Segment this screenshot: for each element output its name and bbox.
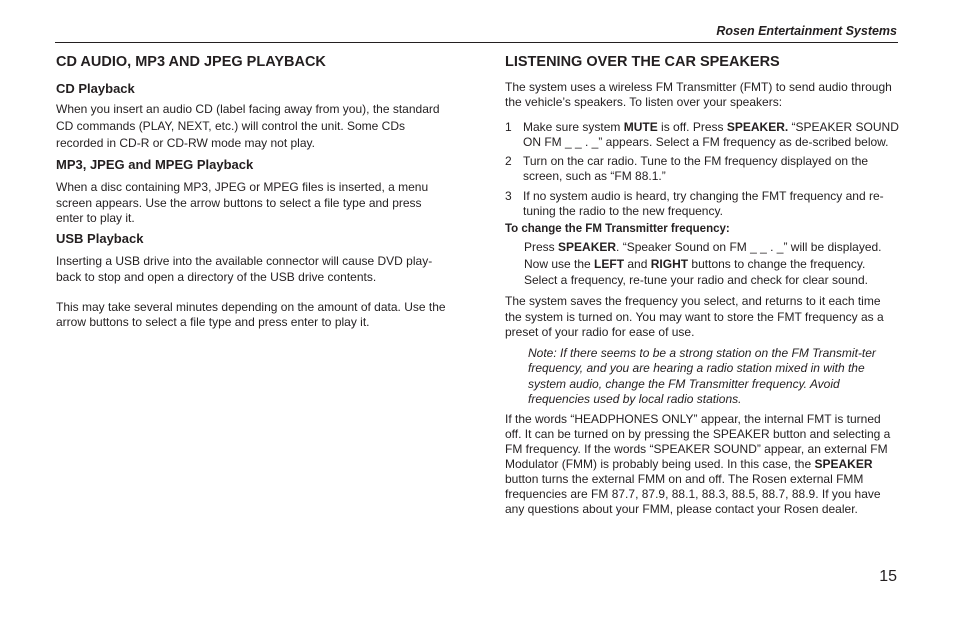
- step-item: [505, 189, 900, 220]
- step-item: [505, 154, 900, 185]
- change-frequency-heading: To change the FM Transmitter frequency:: [505, 223, 730, 236]
- step-text: Turn on the car radio. Tune to the FM frequency displayed on the screen, such as “FM 88.1.”: [523, 154, 869, 184]
- change-text-part: and: [624, 256, 651, 271]
- speaker-keyword: SPEAKER: [814, 457, 873, 472]
- subheading-mp3-playback: MP3, JPEG and MPEG Playback: [56, 157, 254, 173]
- speakers-intro-text: The system uses a wireless FM Transmitter (FMT) to send audio through the vehicle’s speakers. To listen over your speakers:: [505, 80, 892, 110]
- subheading-cd-playback: CD Playback: [56, 81, 135, 96]
- speaker-keyword: SPEAKER: [558, 240, 617, 255]
- left-column: [56, 52, 451, 330]
- change-text-part: Press: [524, 240, 559, 255]
- change-frequency-text: [524, 239, 900, 288]
- step-text-part: is off. Press: [657, 119, 727, 134]
- step-text-part: “SPEAKER SOUND ON FM _ _ . _” appears. Select a FM frequency as de-scribed below.: [523, 119, 899, 149]
- right-column: [505, 52, 900, 517]
- change-text-part: . “Speaker Sound on FM _ _ . _” will be displayed. Now use the: [524, 240, 882, 271]
- fm-transmitter-note: Note: If there seems to be a strong station on the FM Transmit-ter frequency, and you are hearing a radio station mixed in with the system audio, change the FM Transmitter frequency. Avoid frequencies used by local radio stations.: [528, 346, 876, 407]
- subheading-usb-playback: USB Playback: [56, 231, 144, 247]
- step-number: 1: [505, 119, 512, 134]
- step-number: 3: [505, 188, 512, 203]
- header-title: Rosen Entertainment Systems: [716, 24, 897, 38]
- section-heading-car-speakers: LISTENING OVER THE CAR SPEAKERS: [505, 54, 780, 70]
- step-text-part: Make sure system: [523, 119, 624, 134]
- step-item: [505, 120, 900, 151]
- left-keyword: LEFT: [594, 256, 625, 271]
- change-text-part: buttons to change the frequency. Select a frequency, re-tune your radio and check for clear sound.: [524, 256, 868, 287]
- cd-playback-text: When you insert an audio CD (label facing away from you), the standard CD commands (PLAY, NEXT, etc.) will control the unit. Some CDs recorded in CD-R or CD-RW mode may not play.: [56, 102, 440, 150]
- frequency-saved-text: The system saves the frequency you select, and returns to it each time the system is turned on. You may want to store the FMT frequency as a preset of your radio for ease of use.: [505, 294, 884, 339]
- speaker-keyword: SPEAKER.: [726, 119, 789, 134]
- mute-keyword: MUTE: [623, 119, 658, 134]
- usb-playback-text: Inserting a USB drive into the available connector will cause DVD play-back to stop and open a directory of the USB drive contents.: [56, 254, 433, 284]
- headphones-text-part: button turns the external FMM on and off. The Rosen external FMM frequencies are FM 87.7, 87.9, 88.1, 88.3, 88.5, 88.7, 88.9. If you have any questions about your FMM, please contact your Rosen dealer.: [505, 472, 881, 517]
- step-text: If no system audio is heard, try changing the FMT frequency and re-tuning the radio to the new frequency.: [523, 188, 884, 219]
- page-number: 15: [879, 568, 897, 585]
- header-rule: [55, 42, 898, 43]
- section-heading-cd-audio: CD AUDIO, MP3 AND JPEG PLAYBACK: [56, 54, 326, 70]
- step-text: [523, 120, 900, 151]
- headphones-text-part: If the words “HEADPHONES ONLY” appear, the internal FMT is turned off. It can be turned on by pressing the SPEAKER button and selecting a FM frequency. If the words “SPEAKER SOUND” appear, an external FM Modulator (FMM) is probably being used. In this case, the: [505, 412, 891, 472]
- headphones-only-text: [505, 412, 900, 517]
- right-keyword: RIGHT: [650, 256, 689, 271]
- mp3-playback-text: When a disc containing MP3, JPEG or MPEG files is inserted, a menu screen appears. Use the arrow buttons to select a file type and press enter to play it.: [56, 180, 429, 225]
- step-number: 2: [505, 154, 512, 169]
- usb-playback-note: This may take several minutes depending on the amount of data. Use the arrow buttons to select a file type and press enter to play it.: [56, 299, 446, 330]
